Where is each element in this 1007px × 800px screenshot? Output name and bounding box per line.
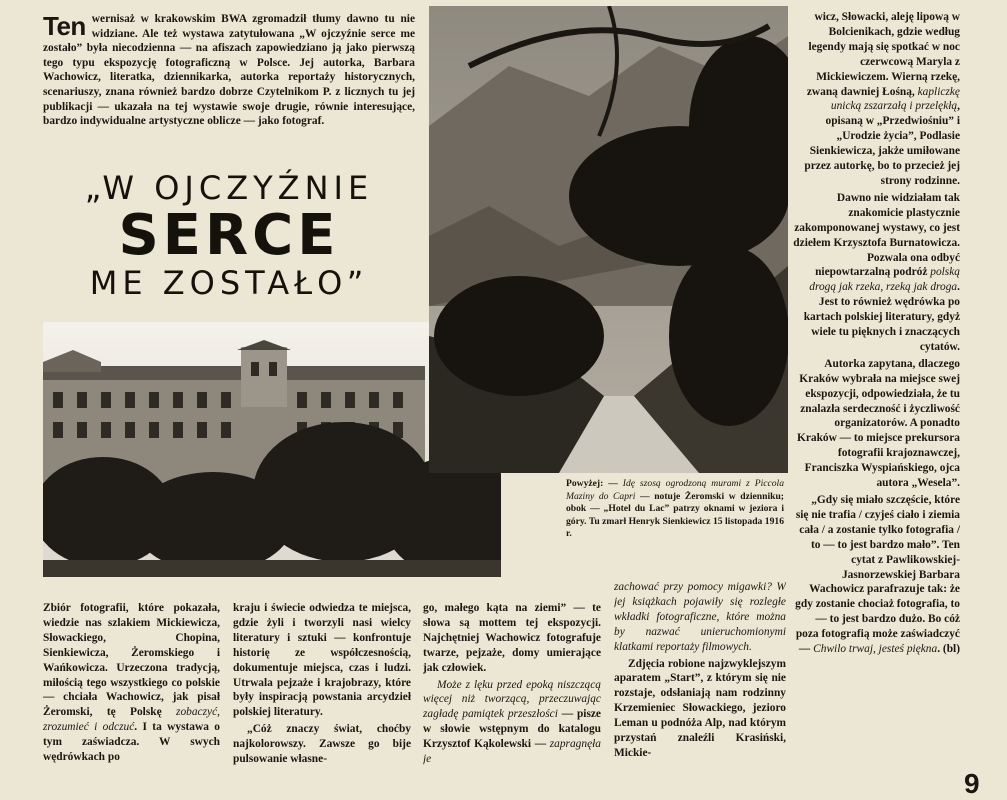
b2-paragraph-2: „Cóż znaczy świat, choćby najkolorowszy. Zawsze go bije pulsowanie własne- — [233, 723, 411, 766]
dropcap-word: Ten — [43, 12, 86, 41]
b4-paragraph-1 — [614, 580, 786, 655]
b3-paragraph-1: go, małego kąta na ziemi” — te słowa są mottem tej ekspozycji. Najchętniej Wachowicz fotografuje twarze, pejzaże, domy umierające jak człowiek. — [423, 602, 601, 674]
column-right — [792, 10, 960, 785]
b4-paragraph-2: Zdjęcia robione najzwyklejszym aparatem „Start”, z którym się nie rozstaje, odsłaniają nam rodzinny Krzemieniec Słowackiego, jezioro Leman u podnóża Alp, nad którym przystań znaleźli Krasiński, Mickie- — [614, 657, 786, 759]
right-paragraph-3: Autorka zapytana, dlaczego Kraków wybrała na miejsce swej ekspozycji, odpowiedziała, że tu znalazła serdeczność i życzliwość organizatorów. A ponadto Kraków — to miejsce prekursora fotografii krajoznawczej, Franciszka Wyspiańskiego, ojca autora „Wesela”. — [796, 357, 960, 490]
right-p1-a: wicz, Słowacki, aleję lipową w Bolcienikach, gdzie według legendy mają się spotkać w noc czerwcową Maryla z Mickiewiczem. Wierną rzekę, zwaną dawniej Łośną, — [806, 11, 960, 98]
b1-paragraph-1 — [43, 601, 220, 765]
headline-line-1: „W OJCZYŹNIE — [84, 169, 374, 207]
headline-line-2: SERCE — [118, 203, 340, 268]
b1-p1-b: zobaczyć, zrozumieć i odczuć — [43, 706, 220, 734]
b3-p2-a: Może z lęku przed epoką niszczącą więcej niż tworzącą, przeczuwając zagładę pamiątek przeszłości — [423, 678, 601, 721]
capri-road-photo — [429, 6, 788, 473]
caption-lead: Powyżej: — — [566, 478, 623, 489]
b3-p2-c: zapragnęła je — [423, 738, 601, 766]
headline-line-3: ME ZOSTAŁO” — [89, 264, 369, 302]
road-photo-image — [429, 6, 788, 473]
caption-quote: Idę szosą ogrodzoną murami z Piccola Maziny do Capri — [566, 478, 785, 502]
right-paragraph-4 — [792, 493, 960, 657]
right-p4-b: Chwilo trwaj, jesteś piękna — [813, 643, 938, 656]
right-p4-a: „Gdy się miało szczęście, które się nie trafia / czyjeś ciało i ziemia cała / a zostanie tylko fotografia / to — to jest bardzo mało”. Ten cytat z Pawlikowskiej-Jasnorzewskiej Barbara Wachowicz parafrazuje tak: że gdy zostanie chociaż fotografia, to — to jest bardzo dużo. Bo cóż poza fotografią może zaświadczyć — — [795, 494, 960, 656]
b3-paragraph-2 — [423, 678, 601, 767]
right-p2-b: polską drogą jak rzeka, rzeką jak droga — [809, 266, 960, 294]
page-number: 9 — [964, 768, 980, 799]
photo-caption — [566, 478, 784, 541]
column-bottom-2 — [233, 601, 411, 791]
right-paragraph-2 — [792, 191, 960, 355]
b4-p1-a: zachować przy pomocy migawki? W jej książkach pojawiły się rozległe wkładki fotograficzne, które można by nazwać unieruchomionymi klatkami reportaży filmowych. — [614, 581, 786, 653]
b1-p1-c: . I ta wystawa o tym zaświadcza. W swych wędrówkach po — [43, 721, 220, 764]
right-p1-b: kapliczkę unicką zszarzałą i przelękłą — [830, 85, 960, 113]
right-p2-a: Dawno nie widziałam tak znakomicie plastycznie zakomponowanej wystawy, co jest dziełem Krzysztofa Burnatowicza. Pozwala ona odbyć niepowtarzalną podróż — [793, 191, 960, 279]
article-headline — [43, 168, 415, 302]
lead-text: wernisaż w krakowskim BWA zgromadził tłumy dawno tu nie widziane. Ale też wystawa zatytułowana „W ojczyźnie serce me zostało” była niecodzienna — na afiszach zapowiedziano ją jako pierwszą tego typu ekspozycję fotograficzną w Polsce. Jej autorka, Barbara Wachowicz, literatka, dziennikarka, autorka reportaży historycznych, scenariuszy, znana również bardzo dobrze Czytelnikom P. z licznych tu jej publikacji — ukazała na tej wystawie swoje drugie, równie interesujące, bardzo indywidualne artystyczne oblicze — jako fotograf. — [43, 13, 415, 128]
b1-p1-a: Zbiór fotografii, które pokazała, wiedzie nas szlakiem Mickiewicza, Słowackiego, Chopina, Sienkiewicza, Żeromskiego i Wańkowicza. Urzeczona tradycją, miłością tego wszystkiego co polskie — chciała Wachowicz, jak pisał Żeromski, tę Polskę — [43, 602, 220, 719]
b3-p2-b: — pisze w słowie wstępnym do katalogu Krzysztof Kąkolewski — — [423, 708, 601, 751]
b2-paragraph-1: kraju i świecie odwiedza te miejsca, gdzie żyli i tworzyli nasi wielcy literatury i sztuki — konfrontuje historię ze współczesnością, dokumentuje miejsca, czas i ludzi. Utrwala pejzaże i krajobrazy, które były inspiracją powstania arcydzieł polskiej literatury. — [233, 602, 411, 719]
column-bottom-1 — [43, 601, 220, 791]
column-bottom-3 — [423, 601, 601, 791]
right-p4-c: . (bl) — [937, 643, 960, 656]
lead-paragraph — [43, 12, 415, 164]
column-bottom-4 — [614, 580, 786, 790]
caption-rest: — notuje Żeromski w dzienniku; obok — „Hotel du Lac” patrzy oknami w jeziora i góry. Tu zmarł Henryk Sienkiewicz 15 listopada 1916 r. — [566, 490, 784, 540]
right-p1-c: , opisaną w „Przedwiośniu” i „Urodzie życia”, Podlasie Sienkiewicza, jakże umiłowane przez autorkę, bo to przecież jej strony rodzinne. — [804, 100, 960, 187]
right-p2-c: . Jest to również wędrówka po kartach polskiej literatury, gdyż wiele tu pięknych i znaczących cytatów. — [803, 281, 960, 353]
right-paragraph-1 — [792, 10, 960, 189]
